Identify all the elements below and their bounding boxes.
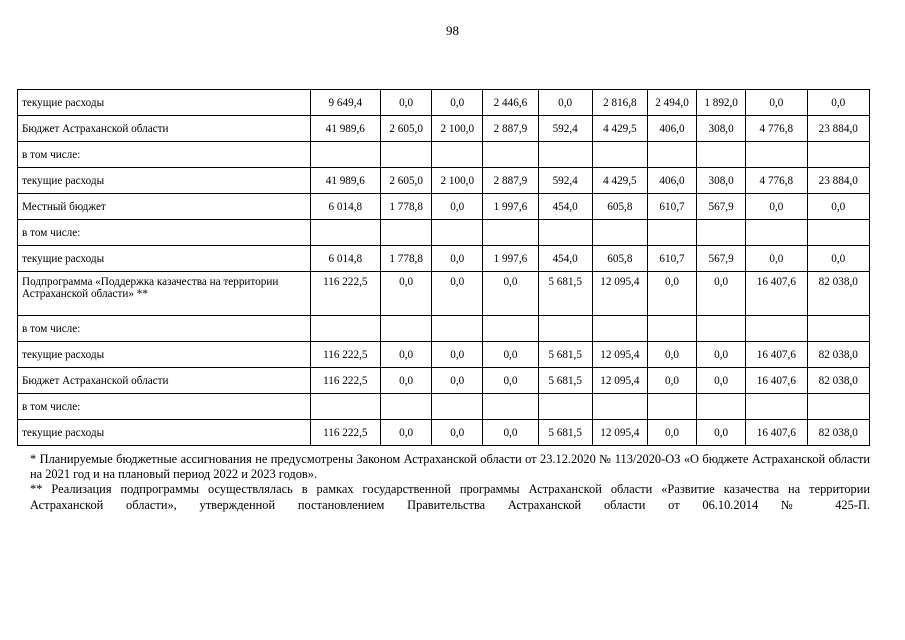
table-cell: 592,4 xyxy=(538,116,592,142)
table-cell: 2 100,0 xyxy=(432,116,483,142)
page-number: 98 xyxy=(446,23,459,38)
table-cell: 0,0 xyxy=(432,342,483,368)
table-cell: 1 778,8 xyxy=(381,246,432,272)
table-cell: 0,0 xyxy=(432,420,483,446)
table-cell xyxy=(538,142,592,168)
table-cell: 0,0 xyxy=(483,342,538,368)
table-cell: 16 407,6 xyxy=(746,368,807,394)
table-cell: 5 681,5 xyxy=(538,368,592,394)
table-cell xyxy=(483,394,538,420)
table-cell: 567,9 xyxy=(697,246,746,272)
table-cell: 4 429,5 xyxy=(592,168,647,194)
table-cell xyxy=(432,142,483,168)
table-cell: 2 100,0 xyxy=(432,168,483,194)
table-cell: 605,8 xyxy=(592,194,647,220)
table-cell: 23 884,0 xyxy=(807,116,869,142)
table-cell xyxy=(647,394,696,420)
table-cell: 0,0 xyxy=(538,90,592,116)
footnote-2: ** Реализация подпрограммы осуществлялась в рамках государственной программы Астраханской области «Развитие казачества на территории Астраханской области», утвержденной постановлением Правительства Астраханской области от 06.10.2014 № 425-П. xyxy=(30,482,870,512)
table-cell: 12 095,4 xyxy=(592,368,647,394)
row-label: в том числе: xyxy=(18,220,311,246)
table-cell: 0,0 xyxy=(746,90,807,116)
table-cell xyxy=(432,316,483,342)
table-cell: 0,0 xyxy=(432,272,483,316)
table-body xyxy=(18,90,870,446)
row-label: в том числе: xyxy=(18,142,311,168)
table-cell: 5 681,5 xyxy=(538,272,592,316)
row-label: Подпрограмма «Поддержка казачества на территории Астраханской области» ** xyxy=(18,272,311,316)
table-cell: 0,0 xyxy=(697,368,746,394)
row-label: Бюджет Астраханской области xyxy=(18,116,311,142)
table-cell xyxy=(746,220,807,246)
table-cell: 0,0 xyxy=(432,246,483,272)
table-cell: 308,0 xyxy=(697,168,746,194)
table-cell: 0,0 xyxy=(746,246,807,272)
table-cell: 116 222,5 xyxy=(310,342,381,368)
table-row xyxy=(18,168,870,194)
table-cell: 116 222,5 xyxy=(310,368,381,394)
table-cell: 0,0 xyxy=(432,194,483,220)
table-cell: 605,8 xyxy=(592,246,647,272)
table-cell: 12 095,4 xyxy=(592,420,647,446)
table-cell: 406,0 xyxy=(647,168,696,194)
table-row xyxy=(18,246,870,272)
table-cell xyxy=(381,220,432,246)
table-cell: 0,0 xyxy=(381,90,432,116)
table-cell xyxy=(538,316,592,342)
table-cell: 454,0 xyxy=(538,194,592,220)
table-row xyxy=(18,90,870,116)
table-cell: 16 407,6 xyxy=(746,420,807,446)
row-label: текущие расходы xyxy=(18,168,311,194)
table-cell xyxy=(381,316,432,342)
table-cell xyxy=(807,220,869,246)
table-cell: 1 778,8 xyxy=(381,194,432,220)
table-cell: 6 014,8 xyxy=(310,194,381,220)
table-cell: 406,0 xyxy=(647,116,696,142)
table-cell: 5 681,5 xyxy=(538,420,592,446)
table-cell: 6 014,8 xyxy=(310,246,381,272)
table-cell xyxy=(807,394,869,420)
table-cell: 12 095,4 xyxy=(592,272,647,316)
table-cell xyxy=(483,316,538,342)
table-cell: 82 038,0 xyxy=(807,368,869,394)
table-row xyxy=(18,420,870,446)
table-cell xyxy=(647,220,696,246)
table-cell: 82 038,0 xyxy=(807,342,869,368)
table-cell xyxy=(310,220,381,246)
table-cell xyxy=(807,142,869,168)
table-cell xyxy=(647,142,696,168)
row-label: в том числе: xyxy=(18,316,311,342)
table-cell: 308,0 xyxy=(697,116,746,142)
table-cell: 41 989,6 xyxy=(310,116,381,142)
row-label: текущие расходы xyxy=(18,420,311,446)
table-cell: 1 997,6 xyxy=(483,246,538,272)
table-cell: 0,0 xyxy=(807,246,869,272)
table-cell: 5 681,5 xyxy=(538,342,592,368)
table-cell: 592,4 xyxy=(538,168,592,194)
table-cell xyxy=(381,394,432,420)
table-cell xyxy=(746,316,807,342)
table-cell: 1 892,0 xyxy=(697,90,746,116)
table-cell xyxy=(432,394,483,420)
row-label: в том числе: xyxy=(18,394,311,420)
table-cell: 0,0 xyxy=(807,90,869,116)
table-cell: 4 776,8 xyxy=(746,116,807,142)
table-cell: 4 776,8 xyxy=(746,168,807,194)
table-cell xyxy=(592,142,647,168)
table-cell xyxy=(310,316,381,342)
table-cell xyxy=(697,316,746,342)
table-cell xyxy=(807,316,869,342)
table-cell: 0,0 xyxy=(432,90,483,116)
table-row xyxy=(18,194,870,220)
table-cell: 41 989,6 xyxy=(310,168,381,194)
table-cell: 0,0 xyxy=(381,272,432,316)
table-cell: 2 887,9 xyxy=(483,168,538,194)
row-label: Бюджет Астраханской области xyxy=(18,368,311,394)
table-cell: 2 494,0 xyxy=(647,90,696,116)
table-row xyxy=(18,272,870,316)
table-cell: 0,0 xyxy=(697,272,746,316)
table-cell: 0,0 xyxy=(432,368,483,394)
table-cell: 9 649,4 xyxy=(310,90,381,116)
table-row xyxy=(18,316,870,342)
table-cell xyxy=(310,394,381,420)
table-cell: 0,0 xyxy=(647,368,696,394)
table-cell: 0,0 xyxy=(483,420,538,446)
table-cell: 82 038,0 xyxy=(807,420,869,446)
table-row xyxy=(18,142,870,168)
table-cell xyxy=(310,142,381,168)
table-cell: 4 429,5 xyxy=(592,116,647,142)
table-cell: 0,0 xyxy=(647,420,696,446)
table-cell: 610,7 xyxy=(647,246,696,272)
table-cell: 0,0 xyxy=(647,272,696,316)
table-cell: 0,0 xyxy=(483,272,538,316)
footnotes xyxy=(30,452,870,513)
table-cell: 0,0 xyxy=(697,420,746,446)
table-cell xyxy=(746,142,807,168)
table-cell: 82 038,0 xyxy=(807,272,869,316)
table-cell: 2 887,9 xyxy=(483,116,538,142)
footnote-1: * Планируемые бюджетные ассигнования не предусмотрены Законом Астраханской области от 23.12.2020 № 113/2020-ОЗ «О бюджете Астраханской области на 2021 год и на плановый период 2022 и 2023 годов». xyxy=(30,452,870,482)
table-cell xyxy=(538,394,592,420)
table-cell xyxy=(483,142,538,168)
table-cell: 16 407,6 xyxy=(746,272,807,316)
table-cell: 23 884,0 xyxy=(807,168,869,194)
table-cell: 2 605,0 xyxy=(381,168,432,194)
table-cell: 0,0 xyxy=(381,342,432,368)
table-cell: 0,0 xyxy=(483,368,538,394)
budget-table xyxy=(17,89,870,446)
table-cell: 1 997,6 xyxy=(483,194,538,220)
table-cell: 12 095,4 xyxy=(592,342,647,368)
table-cell: 116 222,5 xyxy=(310,420,381,446)
table-cell xyxy=(647,316,696,342)
table-cell xyxy=(697,394,746,420)
table-cell xyxy=(697,220,746,246)
table-row xyxy=(18,220,870,246)
table-row xyxy=(18,368,870,394)
table-cell: 567,9 xyxy=(697,194,746,220)
table-cell xyxy=(432,220,483,246)
table-cell: 2 605,0 xyxy=(381,116,432,142)
table-cell: 16 407,6 xyxy=(746,342,807,368)
table-cell: 610,7 xyxy=(647,194,696,220)
table-cell xyxy=(592,316,647,342)
table-cell xyxy=(592,220,647,246)
table-cell xyxy=(697,142,746,168)
table-cell: 0,0 xyxy=(381,368,432,394)
row-label: текущие расходы xyxy=(18,246,311,272)
table-row xyxy=(18,116,870,142)
table-cell: 2 446,6 xyxy=(483,90,538,116)
table-cell xyxy=(746,394,807,420)
table-row xyxy=(18,342,870,368)
table-cell xyxy=(592,394,647,420)
row-label: текущие расходы xyxy=(18,342,311,368)
table-cell xyxy=(538,220,592,246)
table-cell: 0,0 xyxy=(697,342,746,368)
table-cell: 0,0 xyxy=(381,420,432,446)
row-label: Местный бюджет xyxy=(18,194,311,220)
table-cell xyxy=(483,220,538,246)
table-cell: 0,0 xyxy=(746,194,807,220)
table-cell: 116 222,5 xyxy=(310,272,381,316)
table-row xyxy=(18,394,870,420)
row-label: текущие расходы xyxy=(18,90,311,116)
table-cell: 0,0 xyxy=(647,342,696,368)
table-cell xyxy=(381,142,432,168)
table-cell: 0,0 xyxy=(807,194,869,220)
table-cell: 454,0 xyxy=(538,246,592,272)
table-cell: 2 816,8 xyxy=(592,90,647,116)
